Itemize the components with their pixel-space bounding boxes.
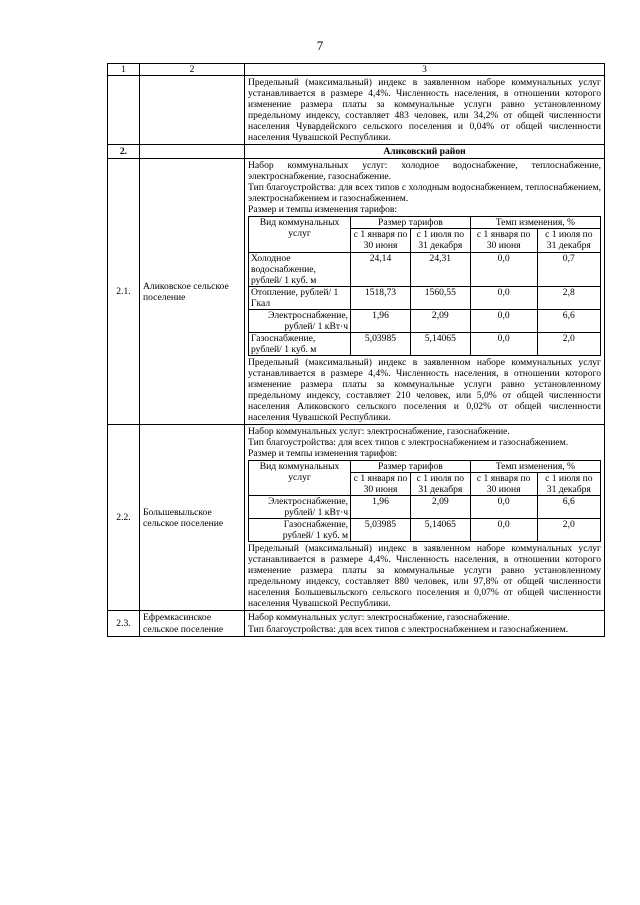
section-number: 2.	[108, 145, 140, 159]
rate-2: 2,0	[537, 332, 600, 355]
tariff-row	[249, 309, 601, 332]
tariff-table	[248, 216, 601, 355]
index-text: Предельный (максимальный) индекс в заявленном наборе коммунальных услуг устанавливается в размере 4,4%. Численность населения, в отношении которого изменение размера платы за коммунальные услуги равно установленному предельному индексу, составляет 210 человек, или 5,0% от общей численности населения Аликовского сельского поселения и 0,02% от общей численности населения Чувашской Республики.	[248, 356, 601, 423]
service-name: Отопление, рублей/ 1 Гкал	[249, 286, 351, 309]
th-period-4: с 1 июля по 31 декабря	[537, 229, 600, 252]
tariff-title: Размер и темпы изменения тарифов:	[248, 448, 398, 460]
th-period-2: с 1 июля по 31 декабря	[410, 473, 470, 496]
settlement-name: Аликовское сельское поселение	[140, 159, 245, 425]
rate-2: 0,7	[537, 252, 600, 286]
rate-1: 0,0	[470, 519, 537, 542]
tariff-2: 5,14065	[410, 519, 470, 542]
settlement-name: Ефремкасинское сельское поселение	[140, 611, 245, 636]
tariff-2: 2,09	[410, 496, 470, 519]
rate-1: 0,0	[470, 496, 537, 519]
rate-1: 0,0	[470, 286, 537, 309]
tariff-row	[249, 332, 601, 355]
page-number: 7	[316, 38, 324, 53]
row-number: 2.3.	[108, 611, 140, 636]
rate-1: 0,0	[470, 252, 537, 286]
settlement-row	[108, 159, 605, 425]
continuation-row	[108, 76, 605, 145]
tariff-row	[249, 286, 601, 309]
rate-2: 6,6	[537, 496, 600, 519]
tariff-row	[249, 496, 601, 519]
service-name: Электроснабжение, рублей/ 1 кВт·ч	[249, 496, 351, 519]
th-period-4: с 1 июля по 31 декабря	[537, 473, 600, 496]
top-paragraph: Предельный (максимальный) индекс в заявленном наборе коммунальных услуг устанавливается в размере 4,4%. Численность населения, в отношении которого изменение размера платы за коммунальные услуги равно установленному предельному индексу, составляет 483 человек, или 34,2% от общей численности населения Чувардейского сельского поселения и 0,04% от общей численности населения Чувашской Республики.	[245, 76, 605, 145]
services-text: Набор коммунальных услуг: электроснабжение, газоснабжение.	[248, 425, 510, 437]
services-text: Набор коммунальных услуг: холодное водоснабжение, теплоснабжение, электроснабжение, газоснабжение.	[248, 160, 601, 183]
tariff-1: 1,96	[351, 309, 411, 332]
tariff-1: 24,14	[351, 252, 411, 286]
tariff-1: 5,03985	[351, 519, 411, 542]
rate-1: 0,0	[470, 309, 537, 332]
improvement-text: Тип благоустройства: для всех типов с электроснабжением и газоснабжением.	[248, 437, 569, 448]
services-text: Набор коммунальных услуг: электроснабжение, газоснабжение.	[248, 612, 510, 624]
th-tariff-size: Размер тарифов	[351, 217, 471, 229]
tariff-row	[249, 252, 601, 286]
tariff-2: 5,14065	[410, 332, 470, 355]
th-period-1: с 1 января по 30 июня	[351, 229, 411, 252]
tariff-1: 1,96	[351, 496, 411, 519]
improvement-text: Тип благоустройства: для всех типов с электроснабжением и газоснабжением.	[248, 623, 569, 635]
tariff-1: 5,03985	[351, 332, 411, 355]
row-number: 2.1.	[108, 159, 140, 425]
row-number: 2.2.	[108, 424, 140, 611]
header-col-1: 1	[108, 64, 140, 76]
service-name: Электроснабжение, рублей/ 1 кВт·ч	[249, 309, 351, 332]
th-service-type: Вид коммунальных услуг	[249, 217, 351, 252]
rate-2: 6,6	[537, 309, 600, 332]
header-col-3: 3	[245, 64, 605, 76]
section-row	[108, 145, 605, 159]
th-tariff-size: Размер тарифов	[351, 461, 471, 473]
tariff-1: 1518,73	[351, 286, 411, 309]
service-name: Холодное водоснабжение, рублей/ 1 куб. м	[249, 252, 351, 286]
th-period-3: с 1 января по 30 июня	[470, 473, 537, 496]
service-name: Газоснабжение, рублей/ 1 куб. м	[249, 519, 351, 542]
index-text: Предельный (максимальный) индекс в заявленном наборе коммунальных услуг устанавливается в размере 4,4%. Численность населения, в отношении которого изменение размера платы за коммунальные услуги равно установленному предельному индексу, составляет 880 человек, или 97,8% от общей численности населения Большевыльского сельского поселения и 0,07% от общей численности населения Чувашской Республики.	[248, 543, 601, 610]
tariff-2: 2,09	[410, 309, 470, 332]
tariff-2: 1560,55	[410, 286, 470, 309]
rate-1: 0,0	[470, 332, 537, 355]
settlement-row	[108, 611, 605, 636]
rate-2: 2,0	[537, 519, 600, 542]
tariff-document-table	[107, 63, 605, 637]
section-title: Аликовский район	[245, 145, 605, 159]
th-period-2: с 1 июля по 31 декабря	[410, 229, 470, 252]
th-period-1: с 1 января по 30 июня	[351, 473, 411, 496]
column-number-header-row	[108, 64, 605, 76]
th-service-type: Вид коммунальных услуг	[249, 461, 351, 496]
th-change-rate: Темп изменения, %	[470, 461, 600, 473]
th-period-3: с 1 января по 30 июня	[470, 229, 537, 252]
settlement-name: Большевыльское сельское поселение	[140, 424, 245, 611]
tariff-title: Размер и темпы изменения тарифов:	[248, 204, 398, 216]
improvement-text: Тип благоустройства: для всех типов с холодным водоснабжением, теплоснабжением, электроснабжением и газоснабжением.	[248, 182, 601, 205]
tariff-row	[249, 519, 601, 542]
settlement-row	[108, 424, 605, 611]
tariff-2: 24,31	[410, 252, 470, 286]
tariff-table	[248, 460, 601, 542]
rate-2: 2,8	[537, 286, 600, 309]
service-name: Газоснабжение, рублей/ 1 куб. м	[249, 332, 351, 355]
th-change-rate: Темп изменения, %	[470, 217, 600, 229]
header-col-2: 2	[140, 64, 245, 76]
